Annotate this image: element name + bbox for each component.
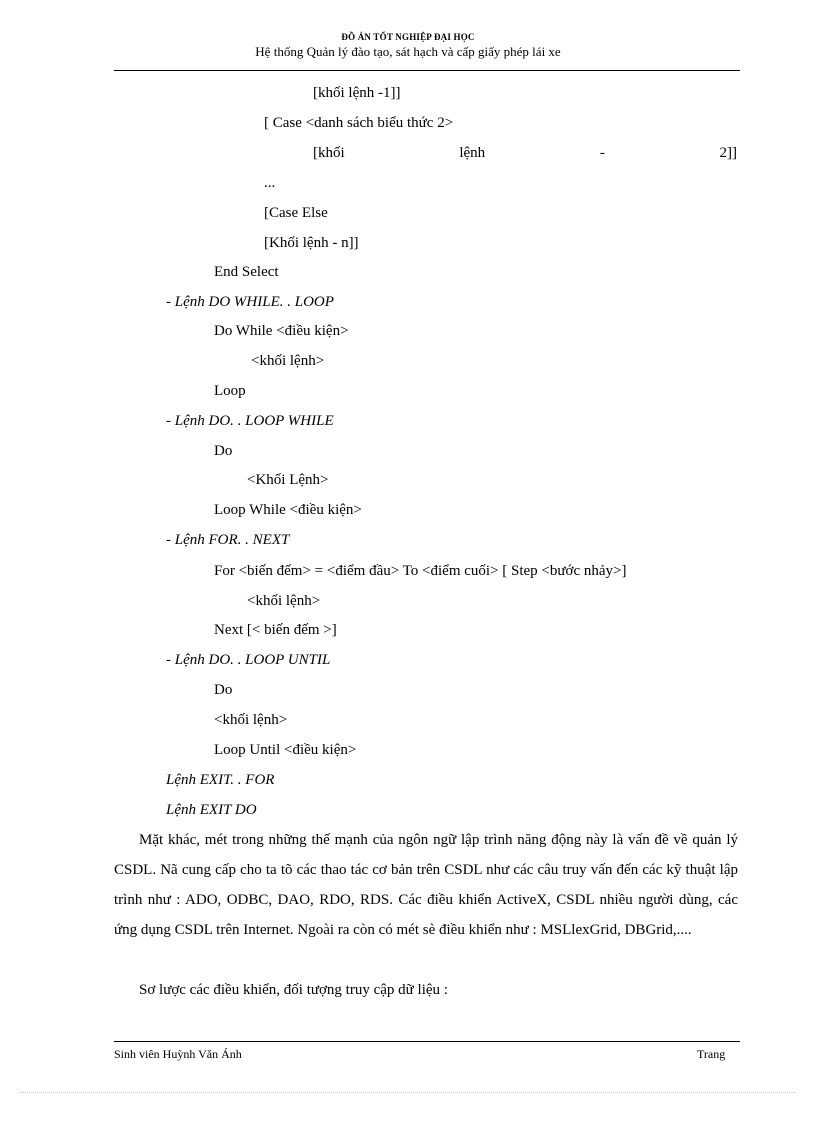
code-line: Loop	[214, 383, 246, 399]
header-title: ĐỒ ÁN TỐT NGHIỆP ĐẠI HỌC	[341, 32, 475, 42]
header-rule	[114, 70, 740, 71]
section-heading: - Lệnh DO WHILE. . LOOP	[166, 294, 334, 310]
body-paragraph	[114, 825, 738, 945]
code-line: ...	[264, 175, 276, 191]
code-word: -	[599, 145, 605, 161]
code-line: Loop Until <điều kiện>	[214, 742, 357, 758]
code-line: For <biến đếm> = <điểm đầu> To <điểm cuối> [ Step <bước nhảy>]	[214, 563, 627, 579]
code-line: [ Case <danh sách biểu thức 2>	[264, 115, 454, 131]
code-line: Do	[214, 682, 233, 698]
code-line: Next [< biến đếm >]	[214, 622, 337, 638]
footer-rule	[114, 1041, 740, 1042]
paragraph-text: Sơ lược các điều khiển, đối tượng truy cập dữ liệu :	[139, 982, 448, 998]
page-header	[0, 31, 816, 59]
code-word: [khối	[313, 145, 345, 161]
page-break-line	[20, 1092, 796, 1093]
body-paragraph	[114, 975, 738, 1005]
code-line: [khối lệnh -1]]	[313, 85, 401, 101]
section-heading: - Lệnh FOR. . NEXT	[166, 532, 290, 548]
footer-page-label: Trang	[697, 1047, 726, 1061]
code-line: End Select	[214, 264, 279, 280]
section-heading: Lệnh EXIT. . FOR	[166, 772, 275, 788]
paragraph-text: Mặt khác, mét trong những thế mạnh của ngôn ngữ lập trình năng động này là vấn đề về quản lý CSDL. Nã cung cấp cho ta tõ các thao tác cơ bản trên CSDL như các câu truy vấn đến các kỹ thuật lập trình như : ADO, ODBC, DAO, RDO, RDS. Các điều khiển ActiveX, CSDL nhiều người dùng, các ứng dụng CSDL trên Internet. Ngoài ra còn có mét sè điều khiển như : MSLlexGrid, DBGrid,....	[114, 832, 738, 938]
code-line: Do While <điều kiện>	[214, 323, 349, 339]
code-line: Do	[214, 443, 233, 459]
code-line: Loop While <điều kiện>	[214, 502, 362, 518]
code-line: <khối lệnh>	[214, 712, 288, 728]
justified-code-line	[313, 144, 737, 162]
section-heading: Lệnh EXIT DO	[166, 802, 257, 818]
code-line: <Khối Lệnh>	[247, 472, 329, 488]
header-subtitle: Hệ thống Quản lý đào tạo, sát hạch và cấp giấy phép lái xe	[255, 44, 561, 59]
section-heading: - Lệnh DO. . LOOP UNTIL	[166, 652, 331, 668]
code-line: [Khối lệnh - n]]	[264, 235, 359, 251]
section-heading: - Lệnh DO. . LOOP WHILE	[166, 413, 334, 429]
footer-author: Sinh viên Huỳnh Văn Ánh	[114, 1047, 242, 1061]
code-line: <khối lệnh>	[251, 353, 325, 369]
code-word: lệnh	[459, 145, 486, 161]
code-word: 2]]	[719, 145, 737, 161]
code-line: [Case Else	[264, 205, 328, 221]
code-line: <khối lệnh>	[247, 593, 321, 609]
